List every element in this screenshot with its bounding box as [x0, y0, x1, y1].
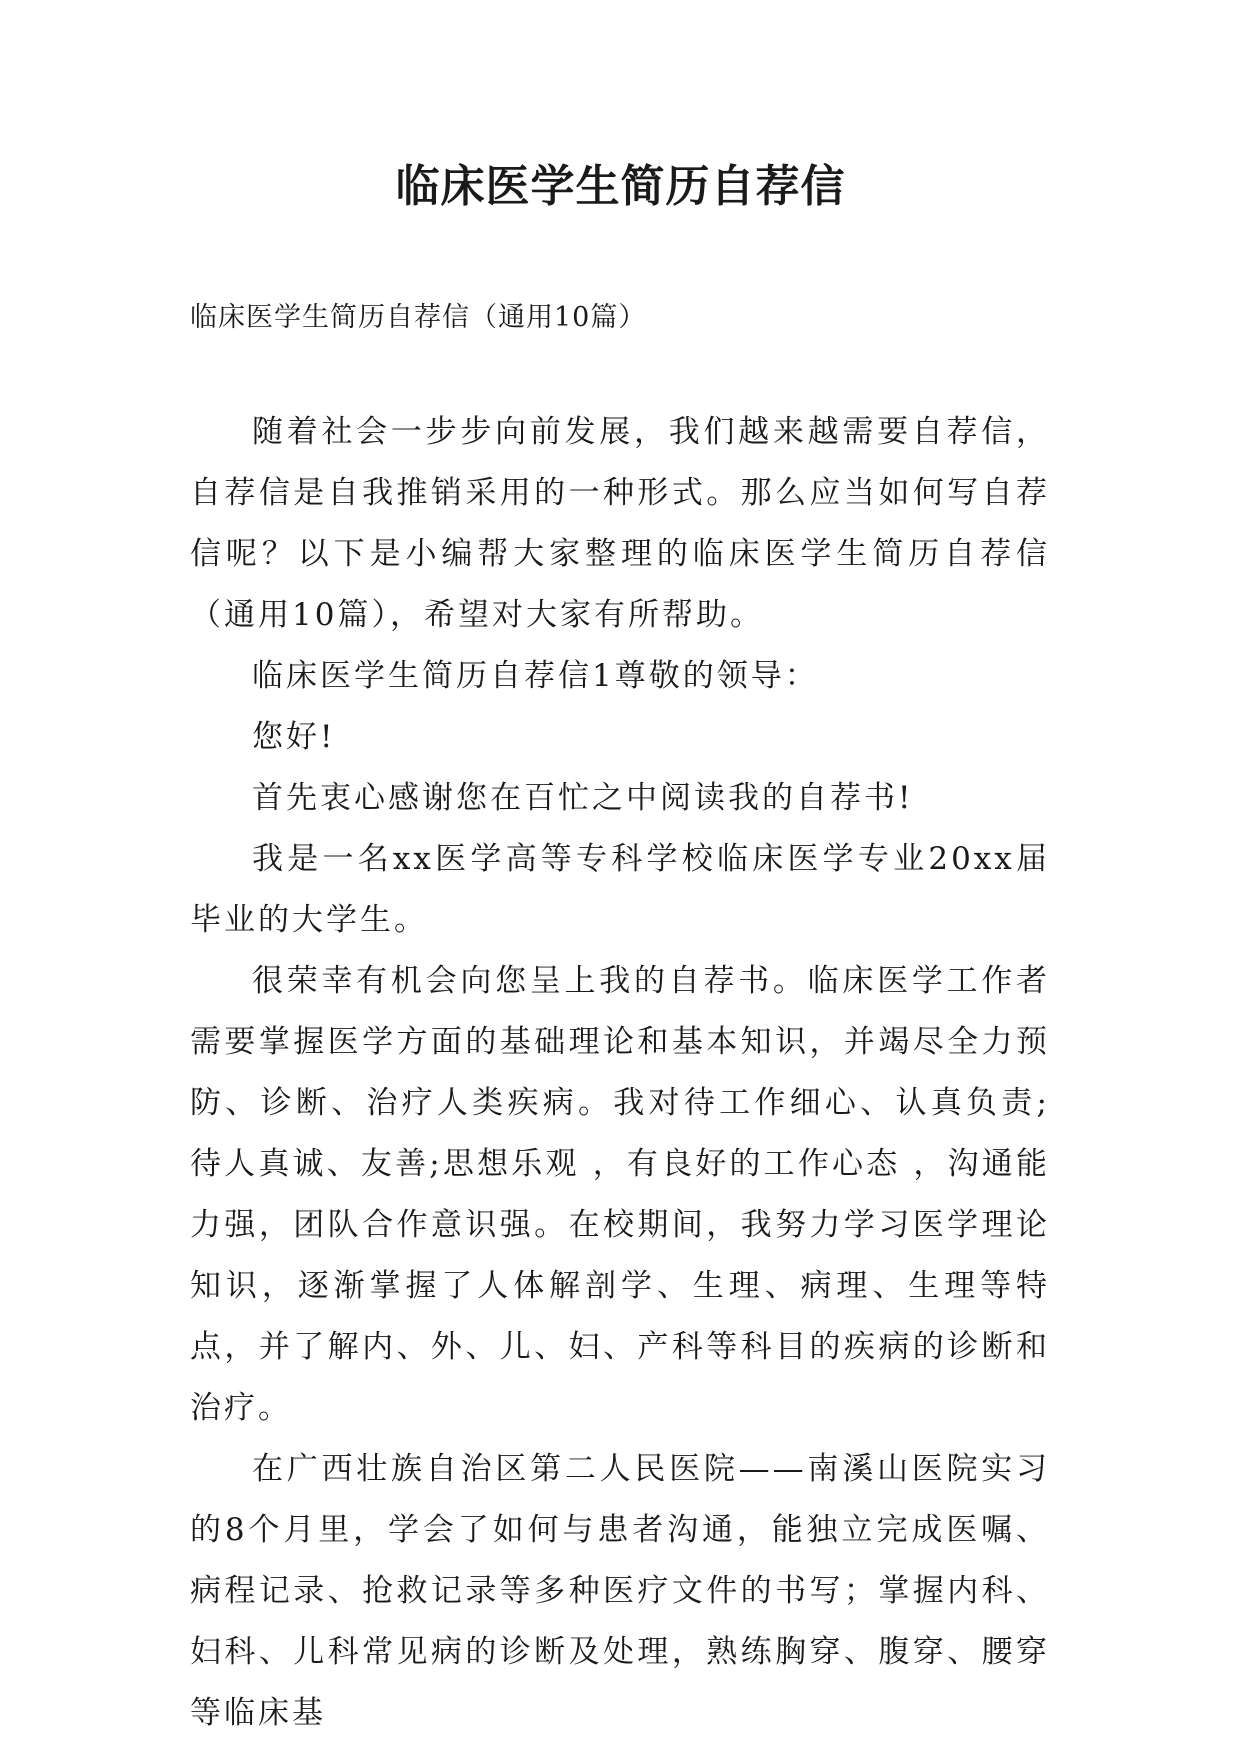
paragraph-internship: 在广西壮族自治区第二人民医院——南溪山医院实习的8个月里，学会了如何与患者沟通，能独立完成医嘱、病程记录、抢救记录等多种医疗文件的书写；掌握内科、妇科、儿科常见病的诊断及处理，熟练胸穿、腹穿、腰穿等临床基 [190, 1451, 1050, 1731]
document-subtitle: 临床医学生简历自荐信（通用10篇） [190, 302, 647, 333]
paragraph-greeting: 您好! [252, 719, 336, 755]
document-title: 临床医学生简历自荐信 [395, 161, 846, 212]
paragraph-salutation-heading: 临床医学生简历自荐信1尊敬的领导： [252, 658, 819, 694]
paragraph-qualities: 很荣幸有机会向您呈上我的自荐书。临床医学工作者需要掌握医学方面的基础理论和基本知识，并竭尽全力预防、诊断、治疗人类疾病。我对待工作细心、认真负责;待人真诚、友善;思想乐观 ，有良好的工作心态 ，沟通能力强，团队合作意识强。在校期间，我努力学习医学理论知识，逐渐掌握了人体解剖学、生理、病理、生理等特点，并了解内、外、儿、妇、产科等科目的疾病的诊断和治疗。 [190, 963, 1050, 1426]
document-body [190, 402, 1050, 1744]
paragraph-self-intro: 我是一名xx医学高等专科学校临床医学专业20xx届毕业的大学生。 [190, 841, 1050, 938]
paragraph-intro: 随着社会一步步向前发展，我们越来越需要自荐信，自荐信是自我推销采用的一种形式。那么应当如何写自荐信呢？以下是小编帮大家整理的临床医学生简历自荐信（通用10篇），希望对大家有所帮助。 [190, 414, 1050, 633]
paragraph-thanks: 首先衷心感谢您在百忙之中阅读我的自荐书! [252, 780, 914, 816]
